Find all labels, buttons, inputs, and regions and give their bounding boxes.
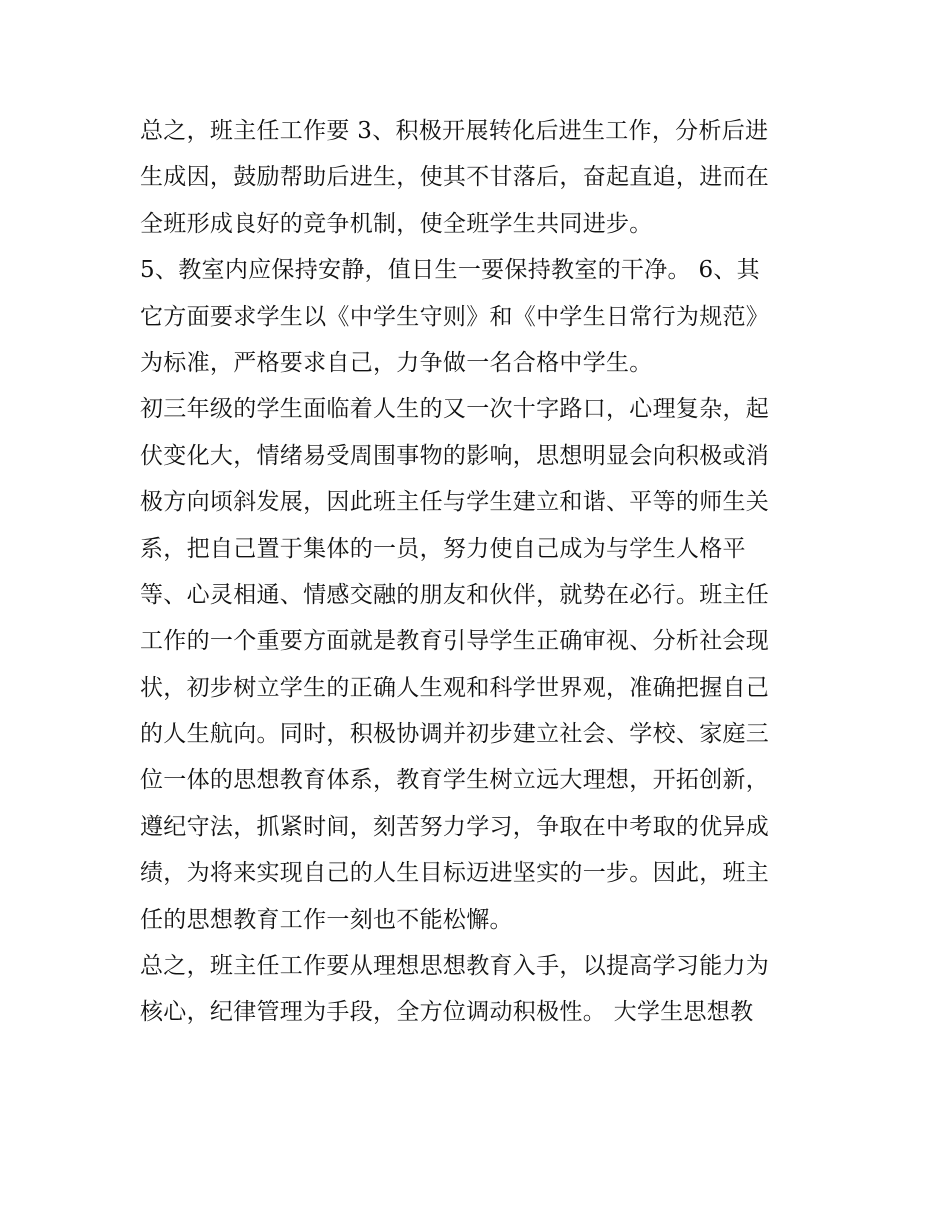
text-line: 位一体的思想教育体系，教育学生树立远大理想，开拓创新， (140, 767, 770, 794)
text-line: 生成因，鼓励帮助后进生，使其不甘落后，奋起直追，进而在 (140, 164, 770, 191)
text-line: 系，把自己置于集体的一员，努力使自己成为与学生人格平 (140, 535, 746, 562)
text-line: 遵纪守法，抓紧时间，刻苦努力学习，争取在中考取的优异成 (140, 813, 770, 840)
text-line: 绩，为将来实现自己的人生目标迈进坚实的一步。因此，班主 (140, 860, 770, 887)
text-line: 极方向顷斜发展，因此班主任与学生建立和谐、平等的师生关 (140, 489, 770, 516)
text-line: 总之，班主任工作要从理想思想教育入手，以提高学习能力为 (140, 953, 770, 980)
text-line: 为标准，严格要求自己，力争做一名合格中学生。 (140, 349, 653, 376)
text-line: 等、心灵相通、情感交融的朋友和伙伴，就势在必行。班主任 (140, 581, 770, 608)
text-line: 它方面要求学生以《中学生守则》和《中学生日常行为规范》 (140, 303, 770, 330)
text-line: 的人生航向。同时，积极协调并初步建立社会、学校、家庭三 (140, 721, 770, 748)
text-line: 任的思想教育工作一刻也不能松懈。 (140, 906, 513, 933)
text-line: 初三年级的学生面临着人生的又一次十字路口，心理复杂，起 (140, 396, 770, 423)
text-line: 总之，班主任工作要 3、积极开展转化后进生工作，分析后进 (140, 118, 769, 144)
document-body (140, 108, 820, 1036)
text-line: 状，初步树立学生的正确人生观和科学世界观，准确把握自己 (140, 674, 770, 701)
text-line: 5、教室内应保持安静，值日生一要保持教室的干净。 6、其 (140, 257, 760, 284)
text-line: 全班形成良好的竞争机制，使全班学生共同进步。 (140, 210, 653, 237)
text-line: 核心，纪律管理为手段，全方位调动积极性。 大学生思想教 (140, 999, 754, 1026)
text-line: 工作的一个重要方面就是教育引导学生正确审视、分析社会现 (140, 628, 770, 655)
text-line: 伏变化大，情绪易受周围事物的影响，思想明显会向积极或消 (140, 442, 770, 469)
